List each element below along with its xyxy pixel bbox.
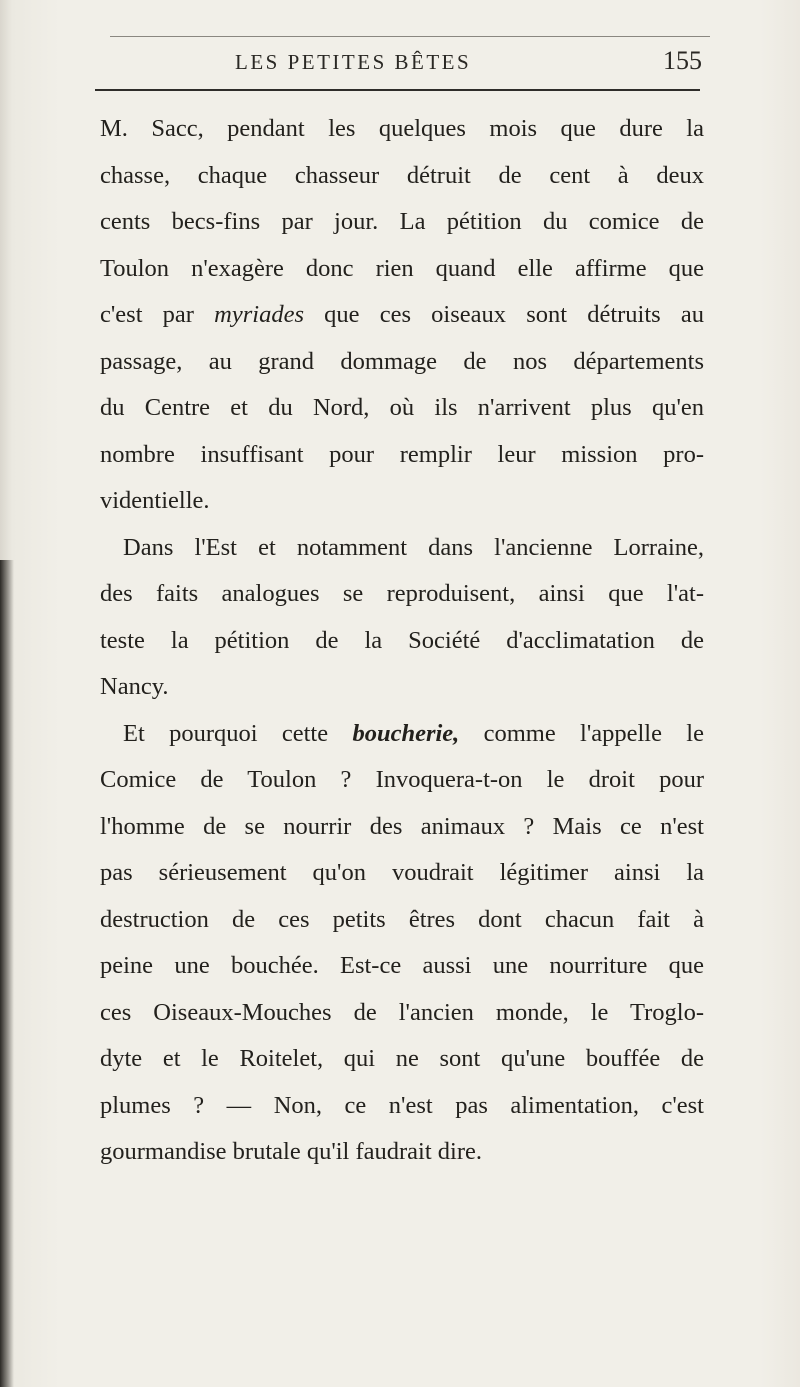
text-line: dyte et le Roitelet, qui ne sont qu'une bouffée de <box>100 1045 704 1072</box>
text-line: cents becs-fins par jour. La pétition du comice de <box>100 208 704 235</box>
italic-word: myriades <box>214 301 304 328</box>
text-line: M. Sacc, pendant les quelques mois que dure la <box>100 115 704 142</box>
text-line: c'est par myriades que ces oiseaux sont détruits au <box>100 301 705 328</box>
top-edge-rule <box>110 36 710 37</box>
text-line: Toulon n'exagère donc rien quand elle affirme que <box>100 254 704 282</box>
text-line: plumes ? — Non, ce n'est pas alimentation, c'est <box>100 1091 704 1119</box>
text-line: Et pourquoi cette boucherie, comme l'appelle le <box>123 719 704 747</box>
page-header <box>95 40 710 84</box>
text-line: videntielle. <box>100 487 210 514</box>
page-number: 155 <box>663 46 702 75</box>
text-line: pas sérieusement qu'on voudrait légitimer ainsi la <box>100 859 704 886</box>
text-line: passage, au grand dommage de nos départements <box>100 347 704 375</box>
text-line: l'homme de se nourrir des animaux ? Mais ce n'est <box>100 812 704 840</box>
header-rule <box>95 89 700 91</box>
text-line: teste la pétition de la Société d'acclimatation de <box>100 626 704 654</box>
binding-shadow <box>0 560 14 1387</box>
text-line: peine une bouchée. Est-ce aussi une nourriture que <box>100 952 704 979</box>
text-line: Dans l'Est et notamment dans l'ancienne Lorraine, <box>123 533 704 561</box>
running-title: LES PETITES BÊTES <box>235 50 472 74</box>
text-line: destruction de ces petits êtres dont chacun fait à <box>100 905 704 933</box>
text-line: ces Oiseaux-Mouches de l'ancien monde, le Troglo- <box>100 998 704 1026</box>
text-line: Nancy. <box>100 673 169 700</box>
text-line: du Centre et du Nord, où ils n'arrivent plus qu'en <box>100 394 704 421</box>
text-line: chasse, chaque chasseur détruit de cent à deux <box>100 161 704 189</box>
text-line: nombre insuffisant pour remplir leur mission pro- <box>100 440 704 468</box>
text-line: Comice de Toulon ? Invoquera-t-on le droit pour <box>100 766 704 793</box>
text-line: gourmandise brutale qu'il faudrait dire. <box>100 1138 482 1165</box>
body-text <box>100 106 704 1176</box>
text-line: des faits analogues se reproduisent, ainsi que l'at- <box>100 580 704 607</box>
italic-word: boucherie, <box>352 719 460 747</box>
